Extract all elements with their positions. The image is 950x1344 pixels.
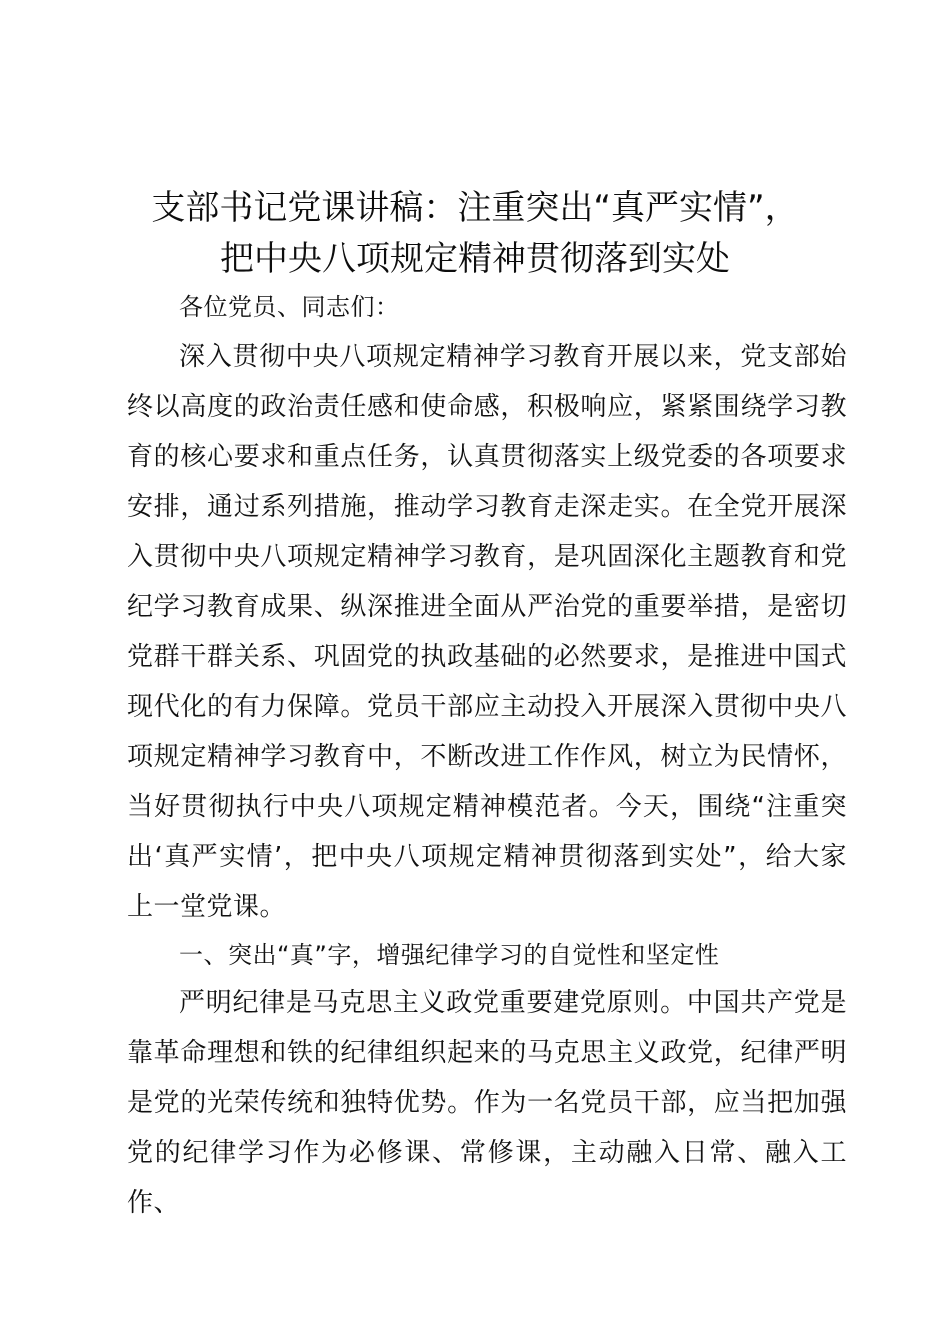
- section-heading-1: 一、突出“真”字，增强纪律学习的自觉性和坚定性: [179, 941, 720, 969]
- body-paragraph-2: 严明纪律是马克思主义政党重要建党原则。中国共产党是靠革命理想和铁的纪律组织起来的马克思主义政党，纪律严明是党的光荣传统和独特优势。作为一名党员干部，应当把加强党的纪律学习作为必修课、常修课，主动融入日常、融入工作、: [127, 988, 847, 1218]
- salutation: 各位党员、同志们：: [179, 293, 400, 321]
- body-paragraph-1: 深入贯彻中央八项规定精神学习教育开展以来，党支部始终以高度的政治责任感和使命感，积极响应，紧紧围绕学习教育的核心要求和重点任务，认真贯彻落实上级党委的各项要求安排，通过系列措施，推动学习教育走深走实。在全党开展深入贯彻中央八项规定精神学习教育，是巩固深化主题教育和党纪学习教育成果、纵深推进全面从严治党的重要举措，是密切党群干群关系、巩固党的执政基础的必然要求，是推进中国式现代化的有力保障。党员干部应主动投入开展深入贯彻中央八项规定精神学习教育中，不断改进工作作风，树立为民情怀，当好贯彻执行中央八项规定精神模范者。今天，围绕“注重突出‘真严实情’，把中央八项规定精神贯彻落到实处”，给大家上一堂党课。: [127, 342, 847, 922]
- document-title-line-2: 把中央八项规定精神贯彻落到实处: [220, 239, 730, 279]
- document-title-line-1: 支部书记党课讲稿：注重突出“真严实情”，: [151, 188, 799, 228]
